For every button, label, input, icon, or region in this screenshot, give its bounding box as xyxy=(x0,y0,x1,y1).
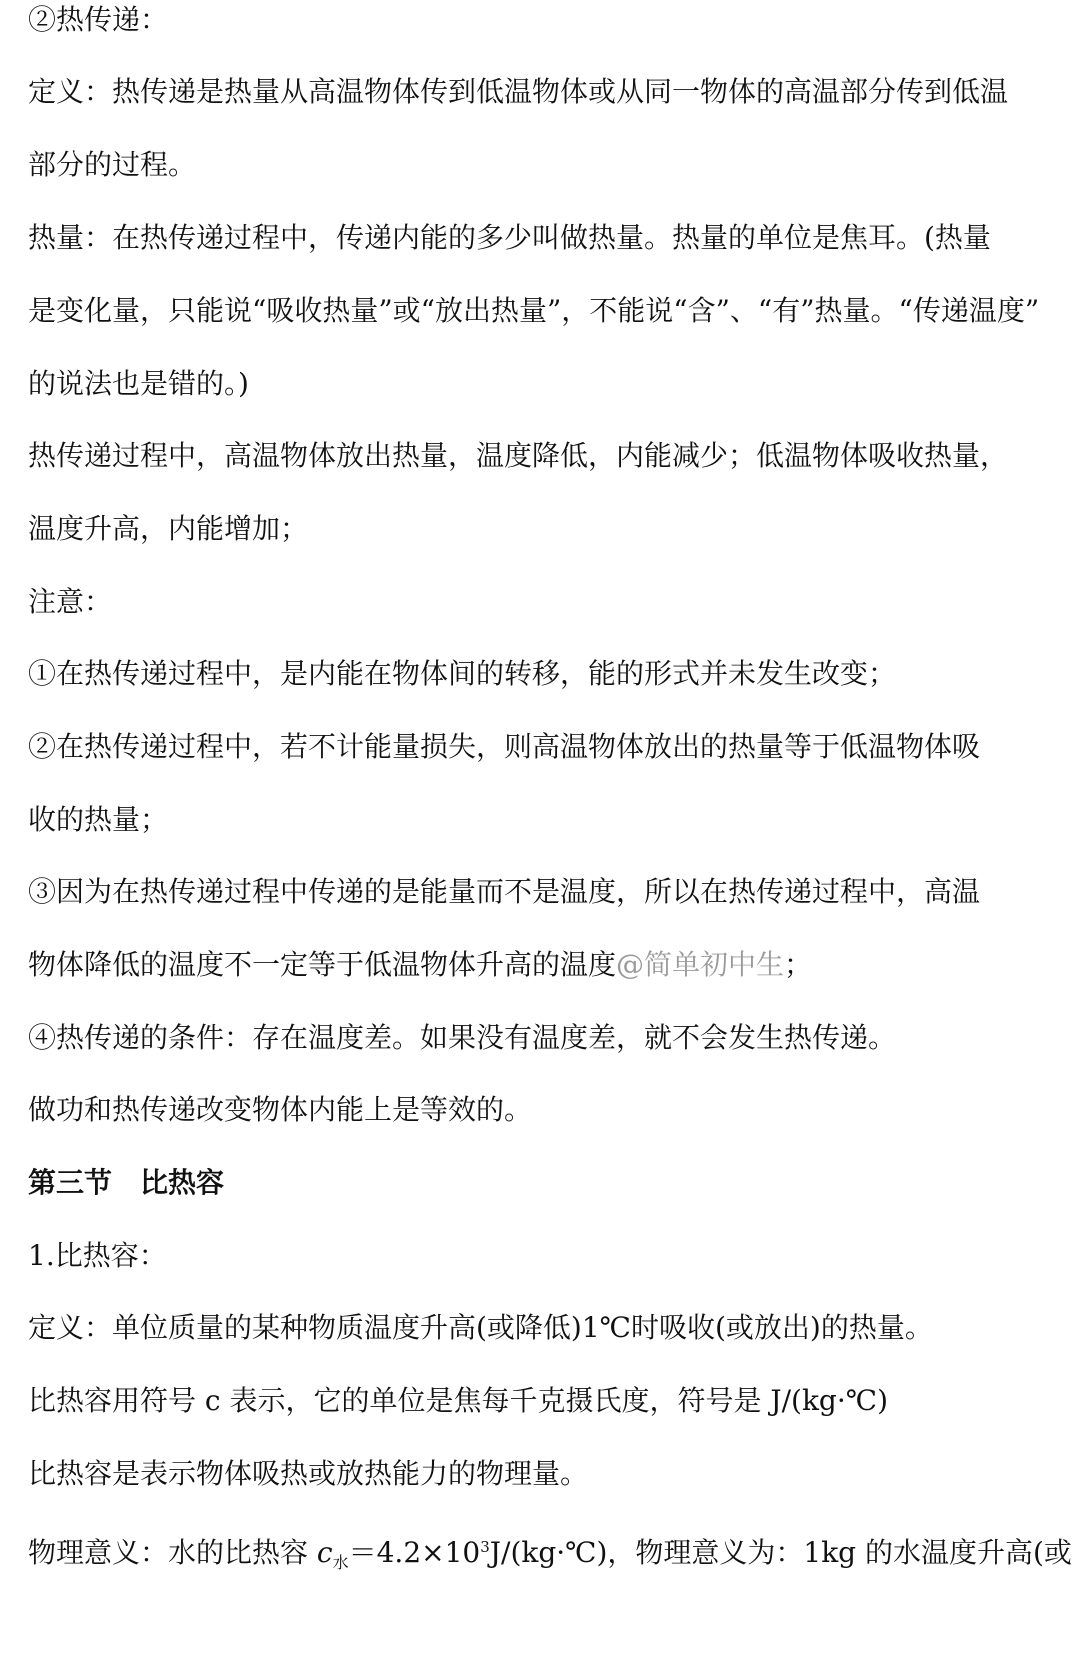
text-line: 定义：热传递是热量从高温物体传到低温物体或从同一物体的高温部分传到低温 xyxy=(28,75,1009,108)
text-line: ④热传递的条件：存在温度差。如果没有温度差，就不会发生热传递。 xyxy=(28,1021,897,1054)
text-segment: 物体降低的温度不一定等于低温物体升高的温度 xyxy=(28,948,617,981)
formula-subscript: 水 xyxy=(332,1553,349,1572)
text-line: 比热容是表示物体吸热或放热能力的物理量。 xyxy=(28,1457,589,1490)
section-heading: 第三节 比热容 xyxy=(28,1166,225,1199)
text-segment: 物理意义：水的比热容 xyxy=(28,1536,317,1569)
text-line: 定义：单位质量的某种物质温度升高(或降低)1℃时吸收(或放出)的热量。 xyxy=(28,1311,933,1344)
text-line-with-watermark xyxy=(28,945,1060,985)
formula-line xyxy=(28,1527,1072,1583)
text-line: 的说法也是错的。) xyxy=(28,367,249,400)
text-line: ②在热传递过程中，若不计能量损失，则高温物体放出的热量等于低温物体吸 xyxy=(28,730,981,763)
text-line: 比热容用符号 c 表示，它的单位是焦每千克摄氏度，符号是 J/(kg·℃) xyxy=(28,1384,889,1417)
text-line: 温度升高，内能增加； xyxy=(28,512,309,545)
formula-symbol: c xyxy=(316,1536,333,1569)
watermark: @简单初中生 xyxy=(616,948,785,981)
text-line: ②热传递： xyxy=(28,3,169,36)
text-line: 热量：在热传递过程中，传递内能的多少叫做热量。热量的单位是焦耳。(热量 xyxy=(28,221,991,254)
formula-superscript: 3 xyxy=(480,1538,490,1556)
formula-value: ＝4.2×10 xyxy=(348,1536,481,1569)
text-line: 是变化量，只能说“吸收热量”或“放出热量”，不能说“含”、“有”热量。“传递温度” xyxy=(28,294,1040,327)
text-segment: J/(kg·℃)，物理意义为：1kg 的水温度升高(或 xyxy=(489,1536,1072,1569)
subsection-heading: 1.比热容： xyxy=(28,1239,167,1272)
text-line: 部分的过程。 xyxy=(28,148,197,181)
text-segment: ； xyxy=(784,948,813,981)
text-line: 热传递过程中，高温物体放出热量，温度降低，内能减少；低温物体吸收热量， xyxy=(28,439,1009,472)
text-line: ③因为在热传递过程中传递的是能量而不是温度，所以在热传递过程中，高温 xyxy=(28,875,981,908)
text-line: 注意： xyxy=(28,585,113,618)
text-line: ①在热传递过程中，是内能在物体间的转移，能的形式并未发生改变； xyxy=(28,657,897,690)
text-line: 做功和热传递改变物体内能上是等效的。 xyxy=(28,1093,533,1126)
text-line: 收的热量； xyxy=(28,803,169,836)
